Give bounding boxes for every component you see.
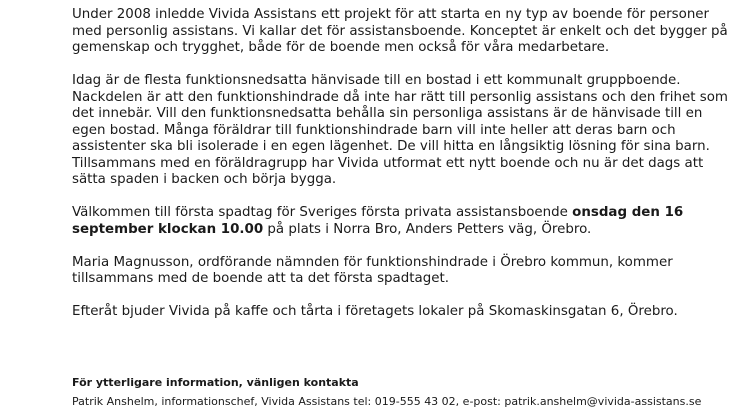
- contact-details: Patrik Anshelm, informationschef, Vivida Assistans tel: 019-555 43 02, e-post: patrik.anshelm@vivida-assistans.se: [72, 395, 702, 408]
- paragraph-background: Idag är de flesta funktionsnedsatta hänvisade till en bostad i ett kommunalt gruppboende. Nackdelen är att den funktionshindrade då inte har rätt till personlig assistans och den frihet som det innebär. Vill den funktionsnedsatta behålla sin personliga assistans är de hänvisade till en egen bostad. Många föräldrar till funktionshindrade barn vill inte heller att deras barn och assistenter ska bli isolerade i en egen lägenhet. De vill hitta en långsiktig lösning för sina barn. Tillsammans med en föräldragrupp har Vivida utformat ett nytt boende och nu är det dags att sätta spaden i backen och börja bygga.: [72, 73, 728, 187]
- contact-section: [72, 375, 742, 409]
- event-date-time: onsdag den 16 september klockan 10.00: [72, 205, 684, 237]
- invitation-text-start: Välkommen till första spadtag för Sveriges första privata assistansboende: [72, 205, 573, 220]
- invitation-text-end: på plats i Norra Bro, Anders Petters väg, Örebro.: [263, 221, 592, 237]
- paragraph-refreshments: Efteråt bjuder Vivida på kaffe och tårta i företagets lokaler på Skomaskinsgatan 6, Örebro.: [72, 304, 678, 319]
- paragraph-invitation: [72, 205, 732, 238]
- contact-heading: För ytterligare information, vänligen kontakta: [72, 376, 359, 389]
- paragraph-ceremony: Maria Magnusson, ordförande nämnden för funktionshindrade i Örebro kommun, kommer tillsammans med de boende att ta det första spadtaget.: [72, 254, 673, 286]
- paragraph-intro: Under 2008 inledde Vivida Assistans ett projekt för att starta en ny typ av boende för personer med personlig assistans. Vi kallar det för assistansboende. Konceptet är enkelt och det bygger på gemenskap och trygghet, både för de boende men också för våra medarbetare.: [72, 7, 728, 55]
- press-release-body: [72, 7, 732, 337]
